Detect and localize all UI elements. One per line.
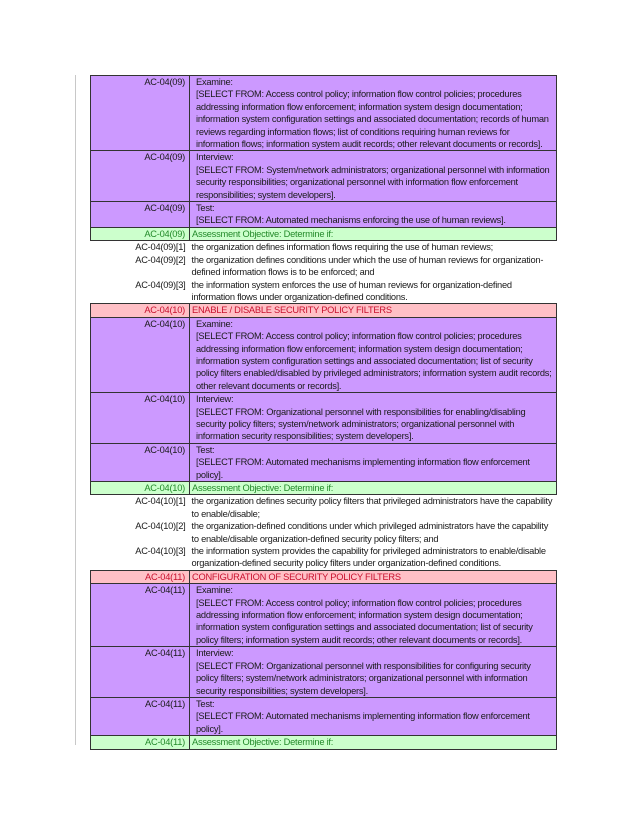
table-row bbox=[91, 482, 557, 495]
table-row bbox=[91, 151, 557, 202]
table-row bbox=[91, 304, 557, 317]
control-id: AC-04(09) bbox=[91, 202, 190, 228]
table-row bbox=[91, 317, 557, 392]
control-id: AC-04(09) bbox=[91, 227, 190, 240]
table-row bbox=[91, 76, 557, 151]
assessment-method-cell bbox=[190, 443, 557, 481]
table-row bbox=[91, 202, 557, 228]
table-row bbox=[91, 545, 557, 570]
assessment-objective-heading: Assessment Objective: Determine if: bbox=[190, 482, 557, 495]
control-id: AC-04(11) bbox=[91, 736, 190, 749]
control-id: AC-04(10) bbox=[91, 393, 190, 444]
assessment-method-cell bbox=[190, 76, 557, 151]
assessment-method-text: [SELECT FROM: Automated mechanisms implementing information flow enforcement policy]. bbox=[196, 711, 530, 734]
left-margin-rule bbox=[75, 75, 76, 745]
table-row bbox=[91, 443, 557, 481]
table-row bbox=[91, 697, 557, 735]
assessment-method-label: Interview: bbox=[196, 648, 234, 659]
determination-statement: the organization defines conditions under which the use of human reviews for organization-defined information flows is to be enforced; and bbox=[190, 254, 557, 279]
control-id: AC-04(11) bbox=[91, 697, 190, 735]
control-id: AC-04(09) bbox=[91, 151, 190, 202]
control-id: AC-04(11) bbox=[91, 584, 190, 647]
control-id: AC-04(09)[1] bbox=[91, 241, 190, 254]
assessment-method-label: Examine: bbox=[196, 318, 233, 329]
assessment-method-label: Interview: bbox=[196, 394, 234, 405]
assessment-table-body bbox=[91, 76, 557, 750]
assessment-method-text: [SELECT FROM: Access control policy; information flow control policies; procedures addressing information flow enforcement; information system design documentation; information system configuration settings and associated documentation; records of human reviews regarding information flows; list of conditions requiring human reviews for information flows; information system audit records; other relevant documents or records]. bbox=[196, 89, 549, 150]
assessment-method-label: Examine: bbox=[196, 585, 233, 596]
assessment-method-label: Test: bbox=[196, 203, 215, 214]
control-id: AC-04(10) bbox=[91, 304, 190, 317]
table-row bbox=[91, 254, 557, 279]
control-id: AC-04(09)[3] bbox=[91, 279, 190, 304]
determination-statement: the information system provides the capability for privileged administrators to enable/disable organization-defined security policy filters under organization-defined conditions. bbox=[190, 545, 557, 570]
assessment-method-text: [SELECT FROM: Automated mechanisms enforcing the use of human reviews]. bbox=[196, 215, 506, 226]
determination-statement: the organization defines information flows requiring the use of human reviews; bbox=[190, 241, 557, 254]
table-row bbox=[91, 520, 557, 545]
assessment-method-label: Test: bbox=[196, 698, 215, 709]
assessment-method-text: [SELECT FROM: Organizational personnel with responsibilities for configuring security policy filters; system/network administrators; organizational personnel with information security responsibilities; system developers]. bbox=[196, 660, 531, 696]
enhancement-title: CONFIGURATION OF SECURITY POLICY FILTERS bbox=[190, 570, 557, 583]
assessment-table bbox=[90, 75, 557, 750]
assessment-method-cell bbox=[190, 647, 557, 698]
table-row bbox=[91, 584, 557, 647]
table-row bbox=[91, 393, 557, 444]
assessment-method-text: [SELECT FROM: Organizational personnel with responsibilities for enabling/disabling security policy filters; system/network administrators; organizational personnel with information security responsibilities; system developers]. bbox=[196, 406, 526, 442]
table-row bbox=[91, 495, 557, 520]
assessment-method-label: Interview: bbox=[196, 152, 234, 163]
determination-statement: the organization defines security policy filters that privileged administrators have the capability to enable/disable; bbox=[190, 495, 557, 520]
table-row bbox=[91, 227, 557, 240]
assessment-method-text: [SELECT FROM: System/network administrators; organizational personnel with information security responsibilities; organizational personnel with information flow enforcement responsibilities; system developers]. bbox=[196, 164, 550, 200]
control-id: AC-04(10)[1] bbox=[91, 495, 190, 520]
assessment-method-cell bbox=[190, 393, 557, 444]
control-id: AC-04(09)[2] bbox=[91, 254, 190, 279]
assessment-method-text: [SELECT FROM: Access control policy; information flow control policies; procedures addressing information flow enforcement; information system design documentation; information system configuration settings and associated documentation; list of security policy filters; information system audit records; other relevant documents or records]. bbox=[196, 597, 533, 645]
assessment-objective-heading: Assessment Objective: Determine if: bbox=[190, 736, 557, 749]
enhancement-title: ENABLE / DISABLE SECURITY POLICY FILTERS bbox=[190, 304, 557, 317]
table-row bbox=[91, 570, 557, 583]
assessment-method-label: Examine: bbox=[196, 77, 233, 87]
control-id: AC-04(10)[2] bbox=[91, 520, 190, 545]
control-id: AC-04(10) bbox=[91, 443, 190, 481]
table-row bbox=[91, 279, 557, 304]
control-id: AC-04(10)[3] bbox=[91, 545, 190, 570]
assessment-method-cell bbox=[190, 584, 557, 647]
control-id: AC-04(09) bbox=[91, 76, 190, 151]
assessment-method-label: Test: bbox=[196, 444, 215, 455]
determination-statement: the organization-defined conditions under which privileged administrators have the capability to enable/disable organization-defined security policy filters; and bbox=[190, 520, 557, 545]
assessment-method-cell bbox=[190, 317, 557, 392]
assessment-method-cell bbox=[190, 151, 557, 202]
assessment-objective-heading: Assessment Objective: Determine if: bbox=[190, 227, 557, 240]
control-id: AC-04(10) bbox=[91, 317, 190, 392]
assessment-method-cell bbox=[190, 202, 557, 228]
assessment-method-text: [SELECT FROM: Automated mechanisms implementing information flow enforcement policy]. bbox=[196, 457, 530, 480]
assessment-method-text: [SELECT FROM: Access control policy; information flow control policies; procedures addressing information flow enforcement; information system design documentation; information system configuration settings and associated documentation; list of security policy filters enabled/disabled by privileged administrators; information system audit records; other relevant documents or records]. bbox=[196, 331, 552, 391]
control-id: AC-04(11) bbox=[91, 570, 190, 583]
table-row bbox=[91, 241, 557, 254]
table-row bbox=[91, 736, 557, 749]
table-row bbox=[91, 647, 557, 698]
assessment-method-cell bbox=[190, 697, 557, 735]
determination-statement: the information system enforces the use of human reviews for organization-defined information flows under organization-defined conditions. bbox=[190, 279, 557, 304]
control-id: AC-04(11) bbox=[91, 647, 190, 698]
control-id: AC-04(10) bbox=[91, 482, 190, 495]
